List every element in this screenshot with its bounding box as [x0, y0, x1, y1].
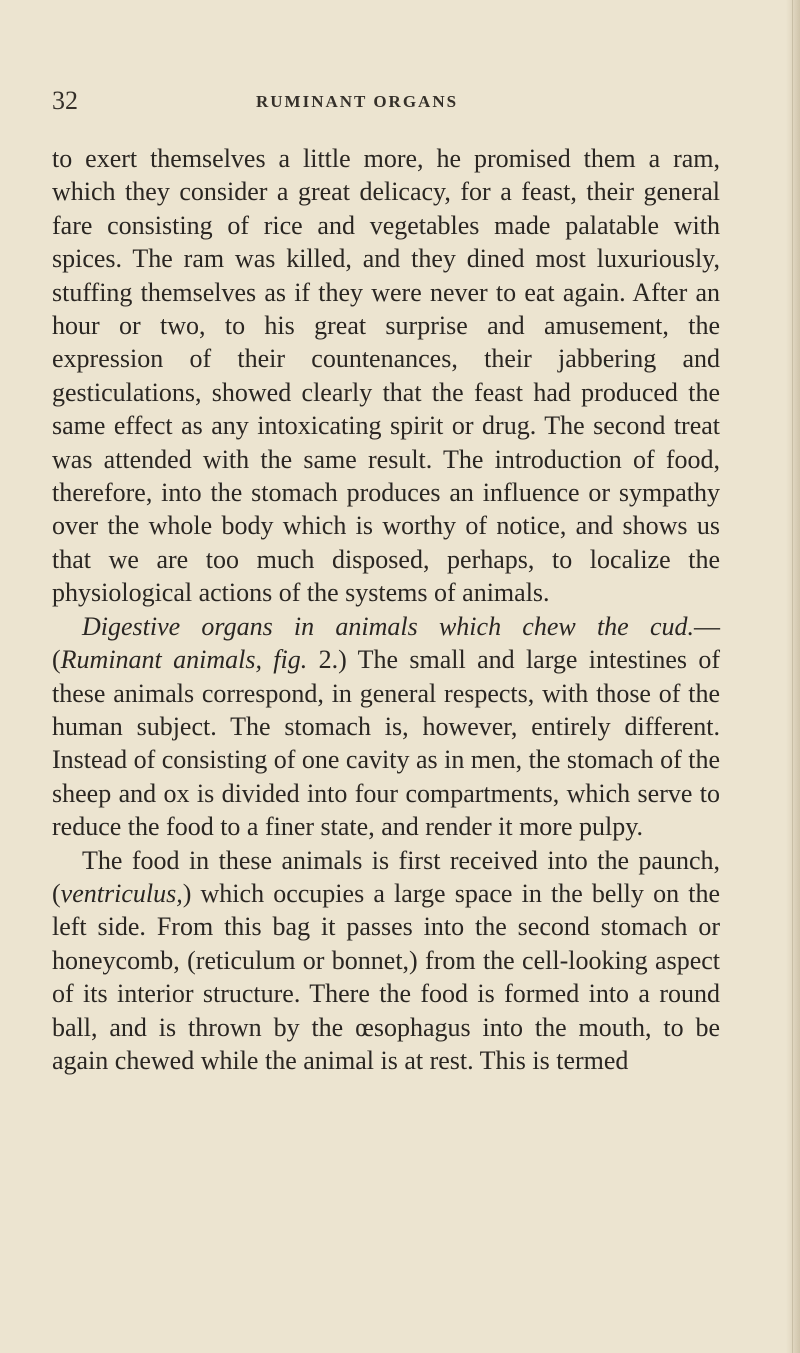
paragraph-1: to exert themselves a little more, he promised them a ram, which they consider a great delicacy, for a feast, their general fare consisting of rice and vegetables made palatable with spices. The ram was killed, and they dined most luxuriously, stuffing themselves as if they were never to eat again. After an hour or two, to his great surprise and amusement, the expression of their countenances, their jabbering and gesticulations, showed clearly that the feast had produced the same effect as any intoxicating spirit or drug. The second treat was attended with the same result. The introduction of food, therefore, into the stomach produces an influence or sympathy over the whole body which is worthy of notice, and shows us that we are too much disposed, perhaps, to localize the physiological actions of the systems of animals.: [52, 144, 720, 608]
paragraph-3-start: The food in these animals is first received into the paunch, (: [52, 845, 720, 908]
body-text: [52, 142, 720, 1077]
running-title: RUMINANT ORGANS: [256, 92, 459, 111]
page-edge-shadow: [786, 0, 800, 1353]
page-edge-line: [792, 0, 793, 1353]
section-heading: Digestive organs in animals which chew the cud.: [82, 611, 694, 641]
page-number: 32: [52, 86, 78, 115]
latin-term: ventriculus,: [60, 878, 183, 908]
paragraph-3-end: ) which occupies a large space in the belly on the left side. From this bag it passes into the second stomach or honeycomb, (reticulum or bonnet,) from the cell-looking aspect of its interior structure. There the food is formed into a round ball, and is thrown by the œsophagus into the mouth, to be again chewed while the animal is at rest. This is termed: [52, 878, 720, 1075]
running-head: [0, 86, 800, 116]
heading-dash: —(: [52, 611, 720, 675]
paragraph-2: [52, 610, 720, 844]
paragraph-3: [52, 844, 720, 1078]
paragraph-2-text: 2.) The small and large intestines of these animals correspond, in general respects, with those of the human subject. The stomach is, however, entirely different. Instead of consisting of one cavity as in men, the stomach of the sheep and ox is divided into four compartments, which serve to reduce the food to a finer state, and render it more pulpy.: [52, 645, 721, 842]
figure-reference: Ruminant animals, fig.: [60, 645, 308, 675]
